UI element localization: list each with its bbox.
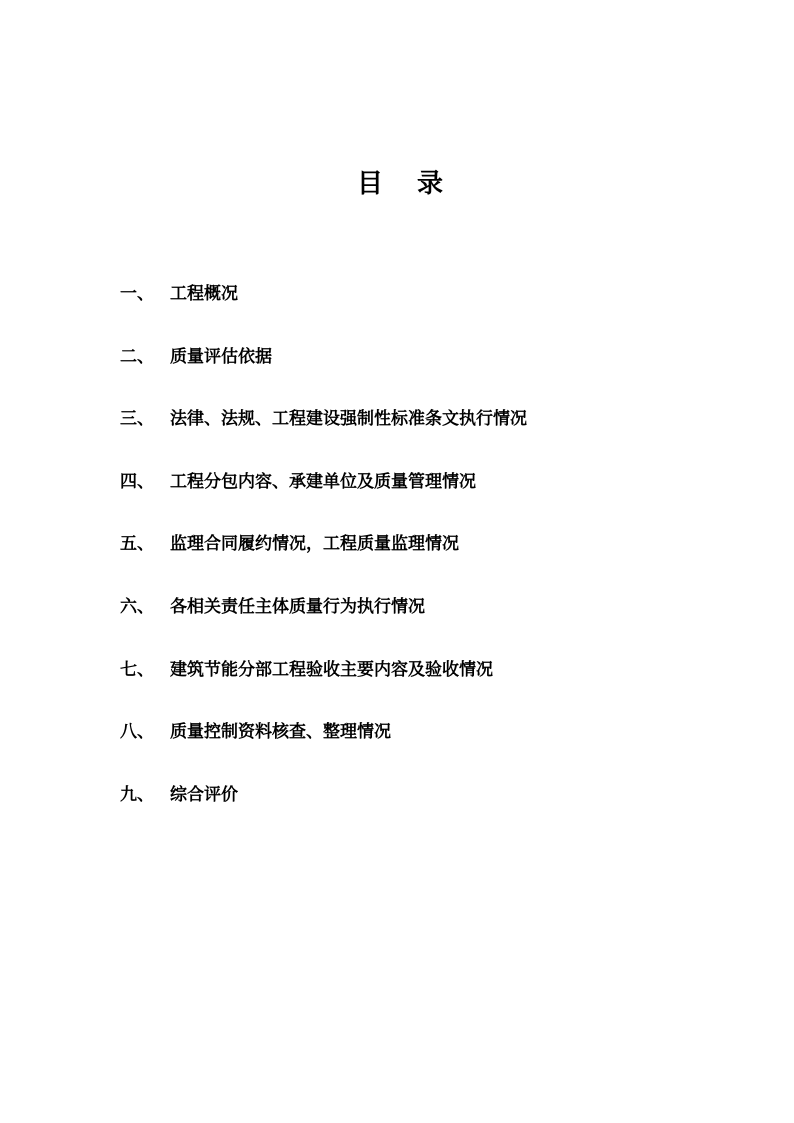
toc-item-number: 二、 (120, 346, 154, 367)
toc-item-number: 八、 (120, 722, 154, 743)
toc-item (120, 658, 760, 721)
toc-item-number: 一、 (120, 284, 154, 304)
toc-item-text: 工程分包内容、承建单位及质量管理情况 (170, 471, 476, 492)
toc-item-text: 法律、法规、工程建设强制性标准条文执行情况 (170, 409, 527, 430)
toc-item (120, 407, 760, 470)
toc-item (120, 595, 760, 658)
toc-item-number: 九、 (120, 784, 154, 805)
toc-item (120, 345, 760, 408)
toc-item (120, 470, 760, 533)
toc-item-text: 质量控制资料核查、整理情况 (170, 722, 391, 743)
toc-item-text: 监理合同履约情况，工程质量监理情况 (170, 534, 459, 555)
toc-item (120, 532, 760, 595)
toc-item-number: 四、 (120, 471, 154, 492)
toc-item-number: 三、 (120, 409, 154, 430)
toc-item-number: 六、 (120, 596, 154, 617)
toc-item-number: 七、 (120, 659, 154, 680)
toc-item-number: 五、 (120, 534, 154, 555)
page-title: 目录 (356, 169, 477, 199)
toc-item (120, 720, 760, 783)
toc-item (120, 783, 760, 846)
toc-item-text: 建筑节能分部工程验收主要内容及验收情况 (170, 659, 493, 680)
toc-item (120, 282, 760, 345)
toc-item-text: 各相关责任主体质量行为执行情况 (170, 596, 425, 617)
toc-item-text: 工程概况 (170, 284, 238, 304)
toc-item-text: 综合评价 (170, 784, 238, 805)
table-of-contents (120, 282, 760, 845)
toc-item-text: 质量评估依据 (170, 346, 272, 367)
